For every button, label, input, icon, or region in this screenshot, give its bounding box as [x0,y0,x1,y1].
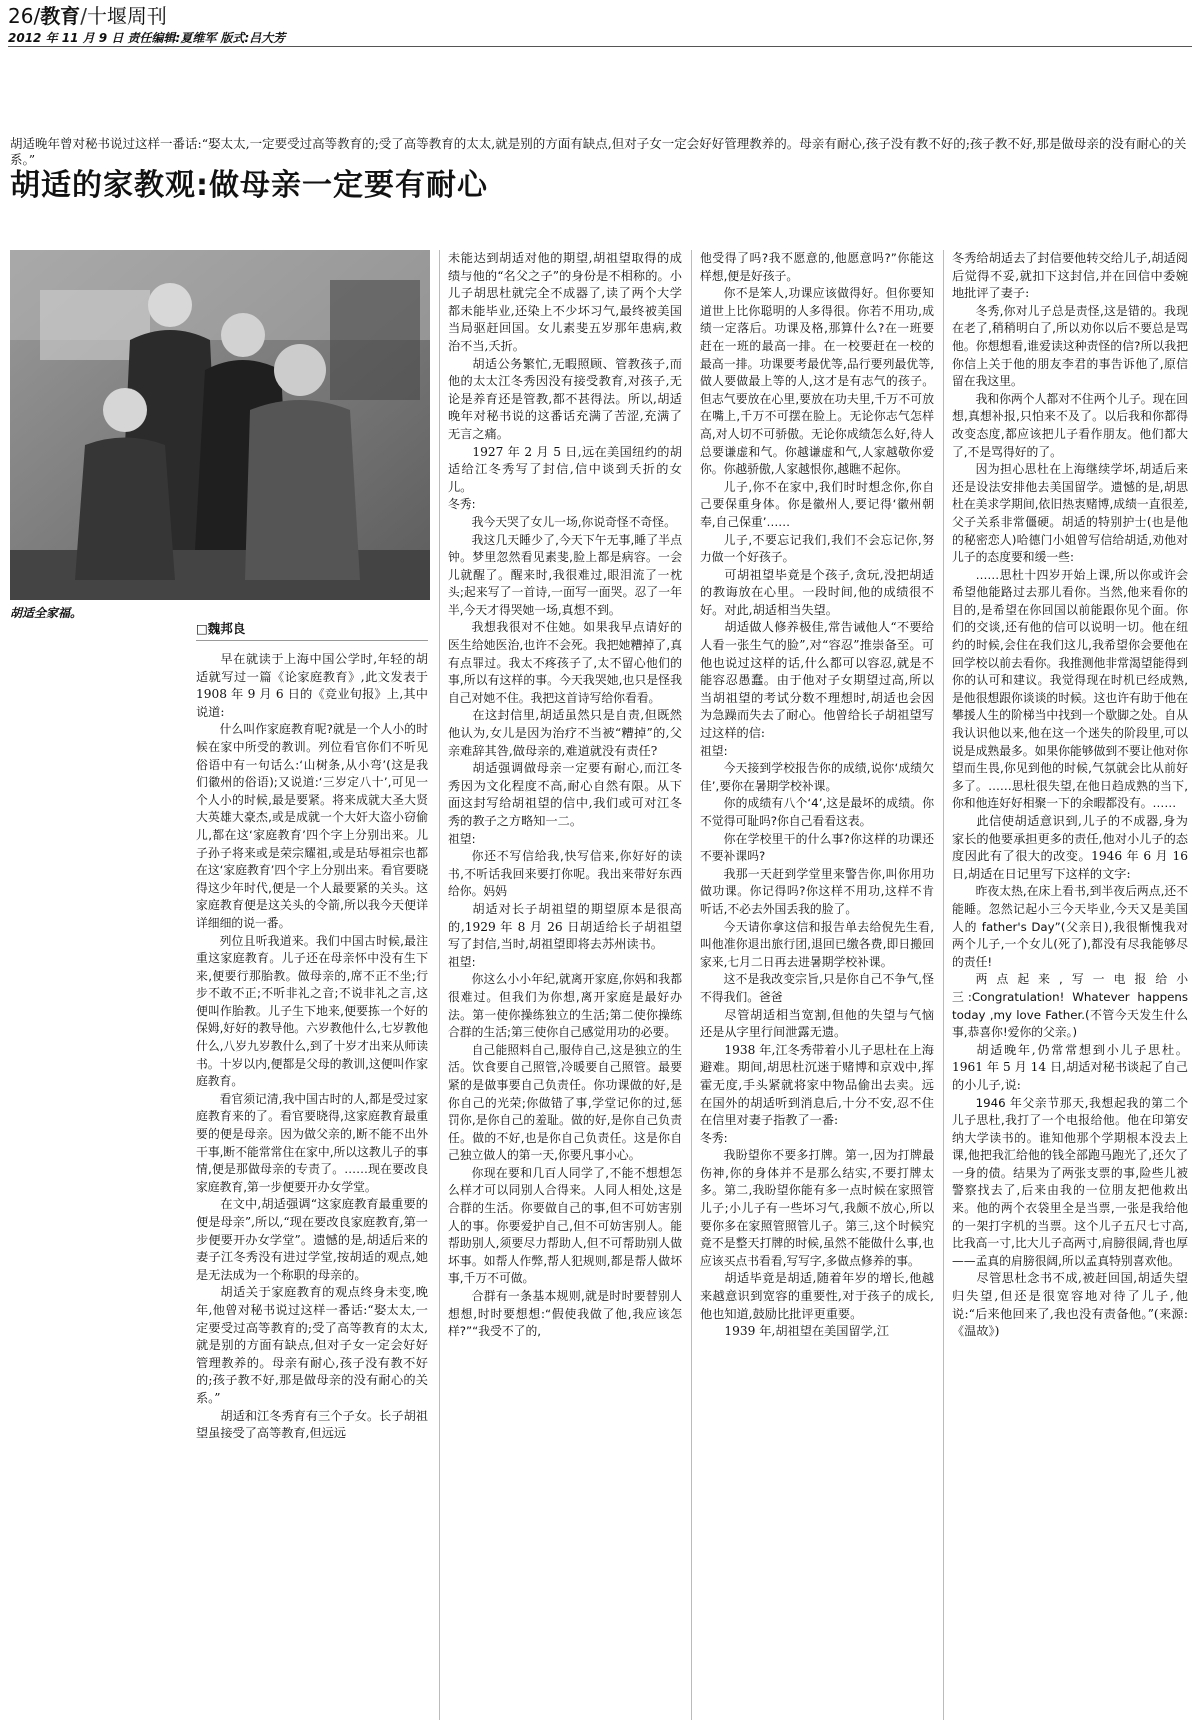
article-paragraph: 尽管胡适相当宽割,但他的失望与气恼还是从字里行间泄露无遗。 [700,1007,934,1040]
article-paragraph: 今天请你拿这信和报告单去给倪先生看,叫他准你退出旅行团,退回已缴各费,即日搬回家来,七月二日再去进暑期学校补课。 [700,919,934,969]
article-paragraph: 早在就读于上海中国公学时,年轻的胡适就写过一篇《论家庭教育》,此文发表于 1908 年 9 月 6 日的《竞业旬报》上,其中说道: [196,652,428,719]
article-paragraph: 冬秀,你对儿子总是责怪,这是错的。我现在老了,稍稍明白了,所以劝你以后不要总是骂他。你想想看,谁爱读这种责怪的信?所以我把你信上关于他的朋友李君的事告诉他了,原信留在我这里。 [952,303,1188,389]
article-paragraph: 你现在要和几百人同学了,不能不想想怎么样才可以同别人合得来。人同人相处,这是合群的生活。你要做自己的事,但不可妨害别人的事。你要爱护自己,但不可妨害别人。能帮助别人,须要尽力帮助人,但不可帮助别人做坏事。如帮人作弊,帮人犯规则,都是帮人做坏事,千万不可做。 [448,1165,682,1286]
masthead [8,4,1192,46]
article-paragraph: 1938 年,江冬秀带着小儿子思杜在上海避难。期间,胡思杜沉迷于赌博和京戏中,挥霍无度,手头紧就将家中物品偷出去卖。远在国外的胡适听到消息后,十分不安,忍不住在信里对妻子指教了一番: [700,1042,934,1128]
article-paragraph: 胡适做人修养极佳,常告诫他人“不要给人看一张生气的脸”,对“容忍”推崇备至。可他也说过这样的话,什么都可以容忍,就是不能容忍愚蠢。由于他对子女期望过高,所以当胡祖望的考试分数不理想时,胡适也会因为急躁而失去了耐心。他曾给长子胡祖望写过这样的信: [700,620,934,741]
article-paragraph: 冬秀给胡适去了封信要他转交给儿子,胡适阅后觉得不妥,就扣下这封信,并在回信中委婉地批评了妻子: [952,251,1188,301]
article-paragraph: 你的成绩有八个‘4’,这是最坏的成绩。你不觉得可耻吗?你自己看看这表。 [700,796,934,828]
article-paragraph: 胡适关于家庭教育的观点终身未变,晚年,他曾对秘书说过这样一番话:“娶太太,一定要受过高等教育的;受了高等教育的太太,就是别的方面有缺点,但对子女一定会好好管理教养的。母亲有耐心,孩子没有教不好的;孩子教不好,那是做母亲的没有耐心的关系。” [196,1285,428,1405]
author-byline: □魏邦良 [196,620,428,641]
article-paragraph: 1939 年,胡祖望在美国留学,江 [724,1324,889,1339]
article-paragraph: 我这几天睡少了,今天下午无事,睡了半点钟。梦里忽然看见素斐,脸上都是病容。一会儿就醒了。醒来时,我很难过,眼泪流了一枕头;起来写了一首诗,一面写一面哭。忍了一年半,今天才得哭她一场,真想不到。 [448,532,682,617]
article-paragraph: 列位且听我道来。我们中国古时候,最注重这家庭教育。儿子还在母亲怀中没有生下来,便要行那胎教。做母亲的,席不正不坐;行步不敢不正;不听非礼之音;不说非礼之言,这便叫作胎教。儿子生下地来,便要拣一个好的保姆,好好的教导他。六岁教他什么,七岁教他什么,八岁九岁教什么,到了十岁才出来从师读书。十岁以内,便都是父母的教训,这便叫作家庭教育。 [196,933,428,1089]
article-paragraph: 此信使胡适意识到,儿子的不成器,身为家长的他要承担更多的责任,他对小儿子的态度因此有了很大的改变。1946 年 6 月 16 日,胡适在日记里写下这样的文字: [952,814,1188,881]
masthead-separator: / [80,4,87,28]
article-paragraph: ……思杜十四岁开始上课,所以你或许会希望他能路过去那儿看你。当然,他来看你的目的,是希望在你回国以前能跟你见个面。你们的交谈,还有他的信可以说明一切。他在纽约的时候,会住在我们这儿,我希望你会要他在回学校以前去看你。我推测他非常渴望能得到你的认可和建议。我觉得现在时机已经成熟,是他很想跟你谈谈的时候。这也许有助于他在攀援人生的阶梯当中找到一个歇脚之处。自从我认识他以来,他在这一个迷失的阶段里,可以说是成熟最多。如果你能够做到不要让他对你望而生畏,你见到他的时候,气氛就会比从前好多了。……思杜很失望,在他日趋成熟的当下,你和他连好好相聚一下的余暇都没有。…… [952,567,1188,811]
article-paragraph: 1927 年 2 月 5 日,远在美国纽约的胡适给江冬秀写了封信,信中谈到夭折的女儿。 [448,444,682,494]
article-paragraph: 可胡祖望毕竟是个孩子,贪玩,没把胡适的教诲放在心里。一段时间,他的成绩很不好。对此,胡适相当失望。 [700,567,934,617]
article-paragraph: 冬秀: [448,497,476,512]
column-divider [691,250,692,1720]
article-paragraph: 你还不写信给我,快写信来,你好好的读书,不听话我回来要打你呢。我出来带好东西给你。妈妈 [448,849,682,899]
article-paragraph: 我盼望你不要多打牌。第一,因为打牌最伤神,你的身体并不是那么结实,不要打牌太多。第二,我盼望你能有多一点时候在家照管儿子;小儿子有一些坏习气,我颇不放心,所以要你多在家照管照管儿子。第三,这个时候究竟不是整天打牌的时候,虽然不能做什么事,也应该买点书看看,写写字,多做点修养的事。 [700,1148,934,1268]
column-divider [439,250,440,1720]
article-paragraph: 你这么小小年纪,就离开家庭,你妈和我都很难过。但我们为你想,离开家庭是最好办法。第一使你操练独立的生活;第二使你操练合群的生活;第三使你自己感觉用功的必要。 [448,972,682,1040]
photo-caption: 胡适全家福。 [10,606,83,620]
article-column-3 [700,250,934,1720]
article-paragraph: 你不是笨人,功课应该做得好。但你要知道世上比你聪明的人多得很。你若不用功,成绩一定落后。功课及格,那算什么?在一班要赶在一班的最高一排。在一校要赶在一校的最高一排。功课要考最优等,品行要列最优等,做人要做最上等的人,这才是有志气的孩子。但志气要放在心里,要放在功夫里,千万不可放在嘴上,千万不可摆在脸上。无论你志气怎样高,对人切不可骄傲。无论你成绩怎么好,待人总要谦虚和气。你越谦虚和气,人家越敬你爱你。你越骄傲,人家越恨你,越瞧不起你。 [700,286,934,477]
article-column-1 [196,620,428,1720]
article-paragraph: 我那一天赶到学堂里来警告你,叫你用功做功课。你记得吗?你这样不用功,这样不肯听话,不必去外国丢我的脸了。 [700,866,934,916]
article-paragraph: 胡适强调做母亲一定要有耐心,而江冬秀因为文化程度不高,耐心自然有限。从下面这封写给胡祖望的信中,我们或可对江冬秀的教子之方略知一二。 [448,761,682,828]
article-paragraph: 我想我很对不住她。如果我早点请好的医生给她医治,也许不会死。我把她糟掉了,真有点罪过。我太不疼孩子了,太不留心他们的事,所以有这样的事。今天我哭她,也只是怪我自己对她不住。我把这首诗写给你看看。 [448,620,682,705]
article-paragraph: 昨夜太热,在床上看书,到半夜后两点,还不能睡。忽然记起小三今天毕业,今天又是美国人的 father's Day”(父亲日),我很惭愧我对两个儿子,一个女儿(死了),都没有尽我能够尽的责任! [952,884,1188,969]
article-headline: 胡适的家教观:做母亲一定要有耐心 [10,168,488,203]
article-paragraph: 儿子,不要忘记我们,我们不会忘记你,努力做一个好孩子。 [700,532,934,565]
article-paragraph: 在这封信里,胡适虽然只是自责,但既然他认为,女儿是因为治疗不当被“糟掉”的,父亲难辞其咎,做母亲的,难道就没有责任? [448,708,682,758]
publication-name: 十堰周刊 [86,4,167,28]
article-paragraph: 未能达到胡适对他的期望,胡祖望取得的成绩与他的“名父之子”的身份是不相称的。小儿子胡思杜就完全不成器了,读了两个大学都未能毕业,还染上不少坏习气,最终被美国当局驱赶回国。女儿素斐五岁那年患病,救治不当,夭折。 [448,251,682,353]
article-paragraph: 这不是我改变宗旨,只是你自己不争气,怪不得我们。爸爸 [700,972,934,1004]
article-paragraph: 今天接到学校报告你的成绩,说你‘成绩欠佳’,要你在暑期学校补课。 [700,761,934,793]
article-paragraph: 祖望: [700,743,728,758]
masthead-rule [8,46,1192,47]
section-name: 教育 [40,4,81,28]
article-paragraph: 尽管思杜念书不成,被赶回国,胡适失望归失望,但还是很宽容地对待了儿子,他说:“后来他回来了,我也没有责备他。”(来源:《温故》) [952,1271,1188,1339]
article-paragraph: 看官须记清,我中国古时的人,都是受过家庭教育来的了。看官要晓得,这家庭教育最重要的便是母亲。因为做父亲的,断不能不出外干事,断不能常常住在家中,所以这教儿子的事情,便是那做母亲的专责了。……现在要改良家庭教育,第一步便要开办女学堂。 [196,1091,428,1194]
article-paragraph: 你在学校里干的什么事?你这样的功课还不要补课吗? [700,831,934,864]
family-photo [10,250,430,600]
article-paragraph: 我和你两个人都对不住两个儿子。现在回想,真想补报,只怕来不及了。以后我和你都得改变态度,都应该把儿子看作朋友。他们都大了,不是骂得好的了。 [952,391,1188,459]
article-paragraph: 胡适对长子胡祖望的期望原本是很高的,1929 年 8 月 26 日胡适给长子胡祖望写了封信,当时,胡祖望即将去苏州读书。 [448,901,682,952]
article-paragraph: 冬秀: [700,1130,728,1145]
article-paragraph: 儿子,你不在家中,我们时时想念你,你自己要保重身体。你是徽州人,要记得‘徽州朝奉,自己保重’…… [700,479,934,529]
article-paragraph: 胡适公务繁忙,无暇照顾、管教孩子,而他的太太江冬秀因没有接受教育,对孩子,无论是养育还是管教,都不甚得法。所以,胡适晚年对秘书说的这番话充满了苦涩,充满了无言之痛。 [448,356,682,441]
article-column-4 [952,250,1188,1720]
article-paragraph: 因为担心思杜在上海继续学坏,胡适后来还是设法安排他去美国留学。遗憾的是,胡思杜在美求学期间,依旧热衷赌博,成绩一直很差,父子关系非常僵硬。胡适的特别护士(也是他的秘密恋人)哈德门小姐曾写信给胡适,劝他对儿子的态度要和缓一些: [952,462,1188,565]
article-paragraph: 1946 年父亲节那天,我想起我的第二个儿子思杜,我打了一个电报给他。他在印第安纳大学读书的。谁知他那个学期根本没去上课,他把我汇给他的钱全部跑马跑光了,还欠了一身的债。结果为了两张支票的事,险些儿被警察找去了,后来由我的一位朋友把他救出来。他的两个衣袋里全是当票,一张是我给他的一架打字机的当票。这个儿子五尺七寸高,比我高一寸,比大儿子高两寸,肩膀很阔,背也厚——孟真的肩膀很阔,所以孟真特别喜欢他。 [952,1095,1188,1268]
article-paragraph: 祖望: [448,954,476,969]
column-divider [943,250,944,1720]
dateline: 2012 年 11 月 9 日 责任编辑:夏维军 版式:吕大芳 [8,31,286,45]
article-paragraph: 祖望: [448,831,476,846]
page-number: 26/ [8,4,41,28]
article-paragraph: 胡适和江冬秀育有三个子女。长子胡祖望虽接受了高等教育,但远远 [196,1408,428,1441]
article-paragraph: 胡适毕竟是胡适,随着年岁的增长,他越来越意识到宽容的重要性,对于孩子的成长,他也知道,鼓励比批评更重要。 [700,1271,934,1321]
article-paragraph: 在文中,胡适强调“这家庭教育最重要的便是母亲”,所以,“现在要改良家庭教育,第一步便要开办女学堂”。遗憾的是,胡适后来的妻子江冬秀没有进过学堂,按胡适的观点,她是无法成为一个称职的母亲的。 [196,1197,428,1282]
lede-text: 胡适晚年曾对秘书说过这样一番话:“娶太太,一定要受过高等教育的;受了高等教育的太太,就是别的方面有缺点,但对子女一定会好好管理教养的。母亲有耐心,孩子没有教不好的;孩子教不好,那是做母亲的没有耐心的关系。” [10,136,1187,167]
masthead-title-line [8,4,1192,28]
article-paragraph: 两点起来,写一电报给小三:Congratulation! Whatever happens today ,my love Father.(不管今天发生什么事,恭喜你!爱你的父亲。) [952,972,1188,1040]
article-paragraph: 胡适晚年,仍常常想到小儿子思杜。1961 年 5 月 14 日,胡适对秘书谈起了自己的小儿子,说: [952,1042,1188,1092]
article-column-2 [448,250,682,1720]
article-paragraph: 合群有一条基本规则,就是时时要替别人想想,时时要想想:“假使我做了他,我应该怎样?”“我受不了的, [448,1289,682,1339]
article-paragraph: 他受得了吗?我不愿意的,他愿意吗?”你能这样想,便是好孩子。 [700,251,934,283]
article-paragraph: 自己能照料自己,服侍自己,这是独立的生活。饮食要自己照管,冷暖要自己照管。最要紧的是做事要自己负责任。你功课做的好,是你自己的光荣;你做错了事,学堂记你的过,惩罚你,是你自己的羞耻。做的好,是你自己负责任。做的不好,也是你自己负责任。这是你自己独立做人的第一天,你要凡事小心。 [448,1042,682,1163]
article-paragraph: 什么叫作家庭教育呢?就是一个人小的时候在家中所受的教训。列位看官你们不听见俗语中有一句话么:‘山树条,从小弯’(这是我们徽州的俗语);又说道:‘三岁定八十’,可见一个人小的时候,最是要紧。将来成就大圣大贤大英雄大豪杰,或是成就一个大奸大盗小窃偷儿,都在这‘家庭教育’四个字上分别出来。儿子孙子将来或是荣宗耀祖,或是玷辱祖宗也都在这‘家庭教育’四个字上分别出来。看官要晓得这少年时代,便是一个人最要紧的关头。这家庭教育便是这关头的令箭,所以我今天便详详细细的说一番。 [196,722,428,930]
article-paragraph: 我今天哭了女儿一场,你说奇怪不奇怪。 [471,514,676,529]
